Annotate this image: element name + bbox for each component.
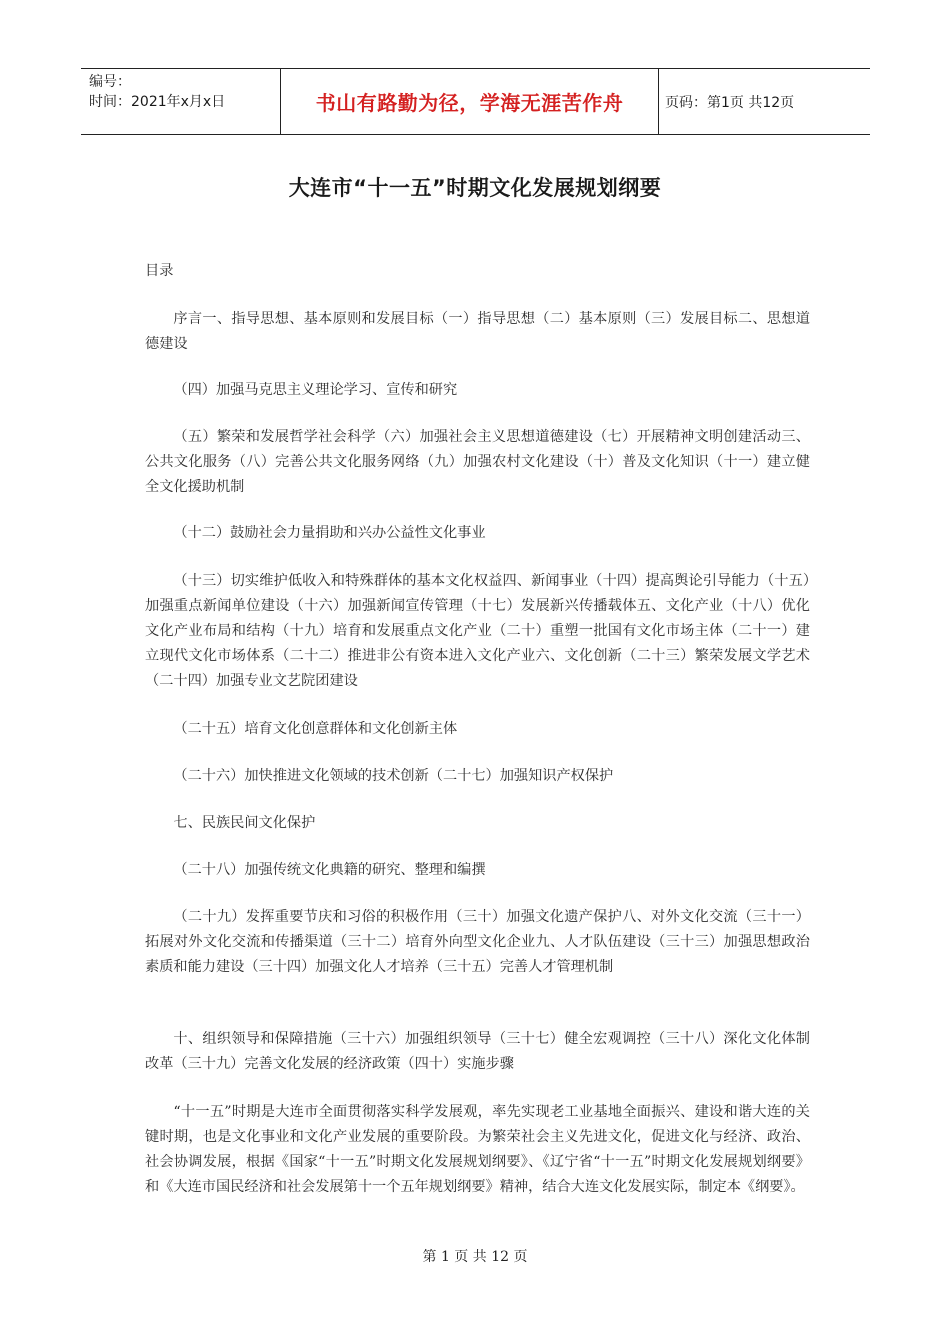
paragraph-text: （二十五）培育文化创意群体和文化创新主体	[173, 721, 458, 737]
paragraph-4	[145, 521, 810, 546]
header-motto: 书山有路勤为径，学海无涯苦作舟	[281, 69, 659, 134]
paragraph-7	[145, 764, 810, 789]
page-footer: 第 1 页 共 12 页	[422, 1249, 528, 1265]
document-time-label: 时间：2021年x月x日	[89, 94, 226, 110]
paragraph-5	[145, 569, 810, 694]
paragraph-text: （二十八）加强传统文化典籍的研究、整理和编撰	[173, 862, 486, 878]
paragraph-11	[145, 1027, 810, 1077]
paragraph-text: 七、民族民间文化保护	[173, 815, 316, 831]
paragraph-text: （二十九）发挥重要节庆和习俗的积极作用（三十）加强文化遗产保护八、对外文化交流（三十一）拓展对外文化交流和传播渠道（三十二）培育外向型文化企业九、人才队伍建设（三十三）加强思想政治素质和能力建设（三十四）加强文化人才培养（三十五）完善人才管理机制	[145, 909, 810, 975]
paragraph-12	[145, 1100, 810, 1200]
paragraph-3	[145, 425, 810, 500]
document-number-label: 编号：	[89, 74, 131, 90]
header-meta	[81, 69, 281, 134]
paragraph-text: （二十六）加快推进文化领域的技术创新（二十七）加强知识产权保护	[173, 768, 614, 784]
paragraph-9	[145, 858, 810, 883]
paragraph-8	[145, 811, 810, 836]
document-header	[81, 68, 870, 135]
toc-heading: 目录	[145, 263, 174, 279]
paragraph-2	[145, 378, 810, 403]
paragraph-text: （十二）鼓励社会力量捐助和兴办公益性文化事业	[173, 525, 486, 541]
paragraph-6	[145, 717, 810, 742]
paragraph-text: （四）加强马克思主义理论学习、宣传和研究	[173, 382, 458, 398]
paragraph-1	[145, 307, 810, 357]
paragraph-text: 序言一、指导思想、基本原则和发展目标（一）指导思想（二）基本原则（三）发展目标二、思想道德建设	[145, 311, 810, 352]
paragraph-text: 十、组织领导和保障措施（三十六）加强组织领导（三十七）健全宏观调控（三十八）深化文化体制改革（三十九）完善文化发展的经济政策（四十）实施步骤	[145, 1031, 810, 1072]
paragraph-text: （十三）切实维护低收入和特殊群体的基本文化权益四、新闻事业（十四）提高舆论引导能力（十五）加强重点新闻单位建设（十六）加强新闻宣传管理（十七）发展新兴传播载体五、文化产业（十八）优化文化产业布局和结构（十九）培育和发展重点文化产业（二十）重塑一批国有文化市场主体（二十一）建立现代文化市场体系（二十二）推进非公有资本进入文化产业六、文化创新（二十三）繁荣发展文学艺术（二十四）加强专业文艺院团建设	[145, 573, 810, 689]
paragraph-10	[145, 905, 810, 980]
paragraph-text: （五）繁荣和发展哲学社会科学（六）加强社会主义思想道德建设（七）开展精神文明创建活动三、公共文化服务（八）完善公共文化服务网络（九）加强农村文化建设（十）普及文化知识（十一）建立健全文化援助机制	[145, 429, 810, 495]
paragraph-text: “十一五”时期是大连市全面贯彻落实科学发展观，率先实现老工业基地全面振兴、建设和谐大连的关键时期，也是文化事业和文化产业发展的重要阶段。为繁荣社会主义先进文化，促进文化与经济、政治、社会协调发展，根据《国家“十一五”时期文化发展规划纲要》、《辽宁省“十一五”时期文化发展规划纲要》和《大连市国民经济和社会发展第十一个五年规划纲要》精神，结合大连文化发展实际，制定本《纲要》。	[145, 1104, 810, 1195]
header-page-number: 页码：第1页 共12页	[665, 94, 795, 111]
document-title: 大连市“十一五”时期文化发展规划纲要	[288, 176, 662, 200]
